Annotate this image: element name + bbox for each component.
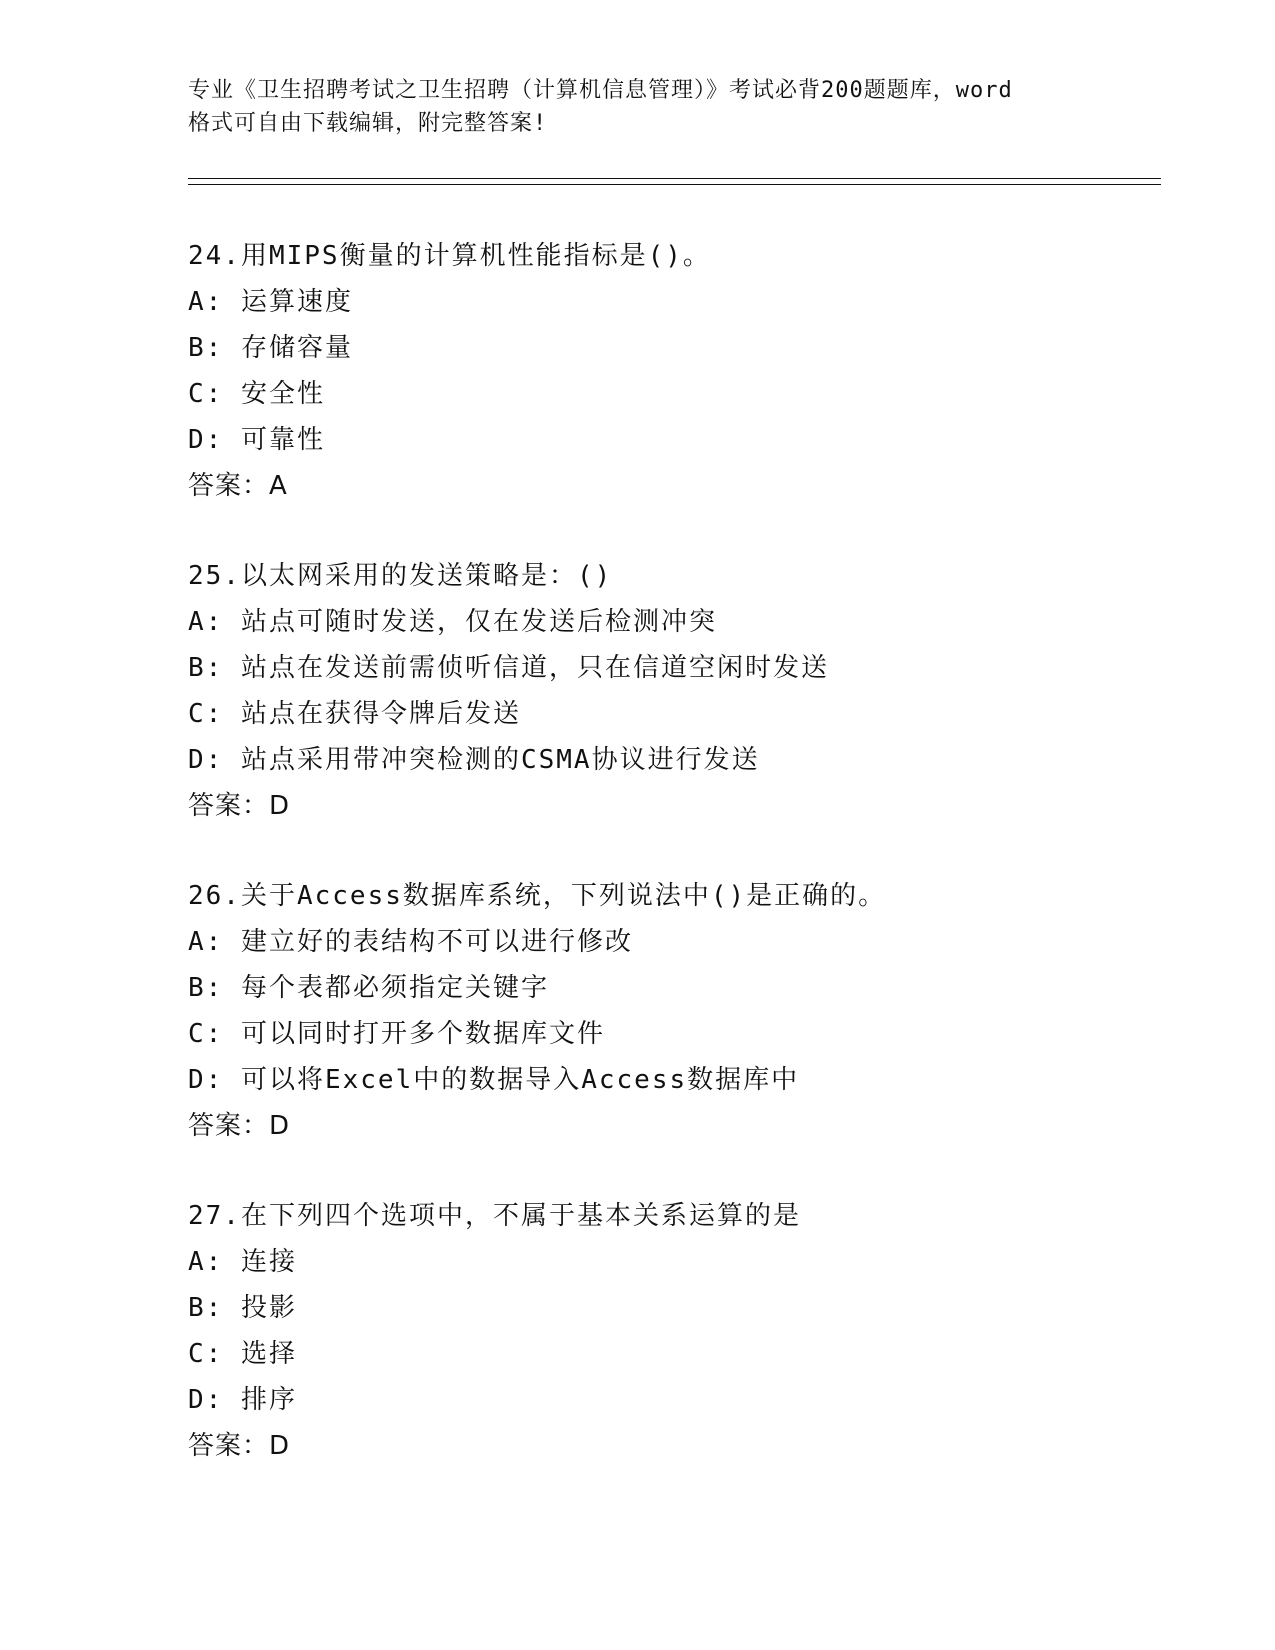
option-d: D: 站点采用带冲突检测的CSMA协议进行发送 <box>188 745 760 775</box>
option-c: C: 可以同时打开多个数据库文件 <box>188 1019 605 1049</box>
header-divider-top <box>188 178 1161 179</box>
question-stem: 26.关于Access数据库系统，下列说法中()是正确的。 <box>188 881 887 911</box>
question-26 <box>188 878 1168 1198</box>
option-c: C: 选择 <box>188 1339 297 1369</box>
option-b: B: 投影 <box>188 1293 297 1323</box>
answer-line: 答案：D <box>188 791 291 821</box>
question-stem: 24.用MIPS衡量的计算机性能指标是()。 <box>188 241 711 271</box>
option-d: D: 可以将Excel中的数据导入Access数据库中 <box>188 1065 800 1095</box>
option-a: A: 站点可随时发送，仅在发送后检测冲突 <box>188 607 717 637</box>
question-25 <box>188 558 1168 878</box>
question-stem: 25.以太网采用的发送策略是：() <box>188 561 613 591</box>
option-d: D: 可靠性 <box>188 425 325 455</box>
option-a: A: 运算速度 <box>188 287 353 317</box>
question-list <box>188 238 1168 1518</box>
header-divider-bottom <box>188 184 1161 185</box>
option-a: A: 连接 <box>188 1247 297 1277</box>
answer-line: 答案：D <box>188 1431 291 1461</box>
question-24 <box>188 238 1168 558</box>
option-c: C: 安全性 <box>188 379 325 409</box>
option-c: C: 站点在获得令牌后发送 <box>188 699 521 729</box>
question-27 <box>188 1198 1168 1518</box>
option-b: B: 每个表都必须指定关键字 <box>188 973 549 1003</box>
option-a: A: 建立好的表结构不可以进行修改 <box>188 927 633 957</box>
document-header <box>188 74 1118 140</box>
header-line-1: 专业《卫生招聘考试之卫生招聘（计算机信息管理）》考试必背200题题库，word <box>188 78 1013 103</box>
question-stem: 27.在下列四个选项中，不属于基本关系运算的是 <box>188 1201 801 1231</box>
option-b: B: 站点在发送前需侦听信道，只在信道空闲时发送 <box>188 653 829 683</box>
option-d: D: 排序 <box>188 1385 297 1415</box>
header-line-2: 格式可自由下载编辑，附完整答案! <box>188 111 548 136</box>
answer-line: 答案：A <box>188 471 288 501</box>
option-b: B: 存储容量 <box>188 333 353 363</box>
answer-line: 答案：D <box>188 1111 291 1141</box>
